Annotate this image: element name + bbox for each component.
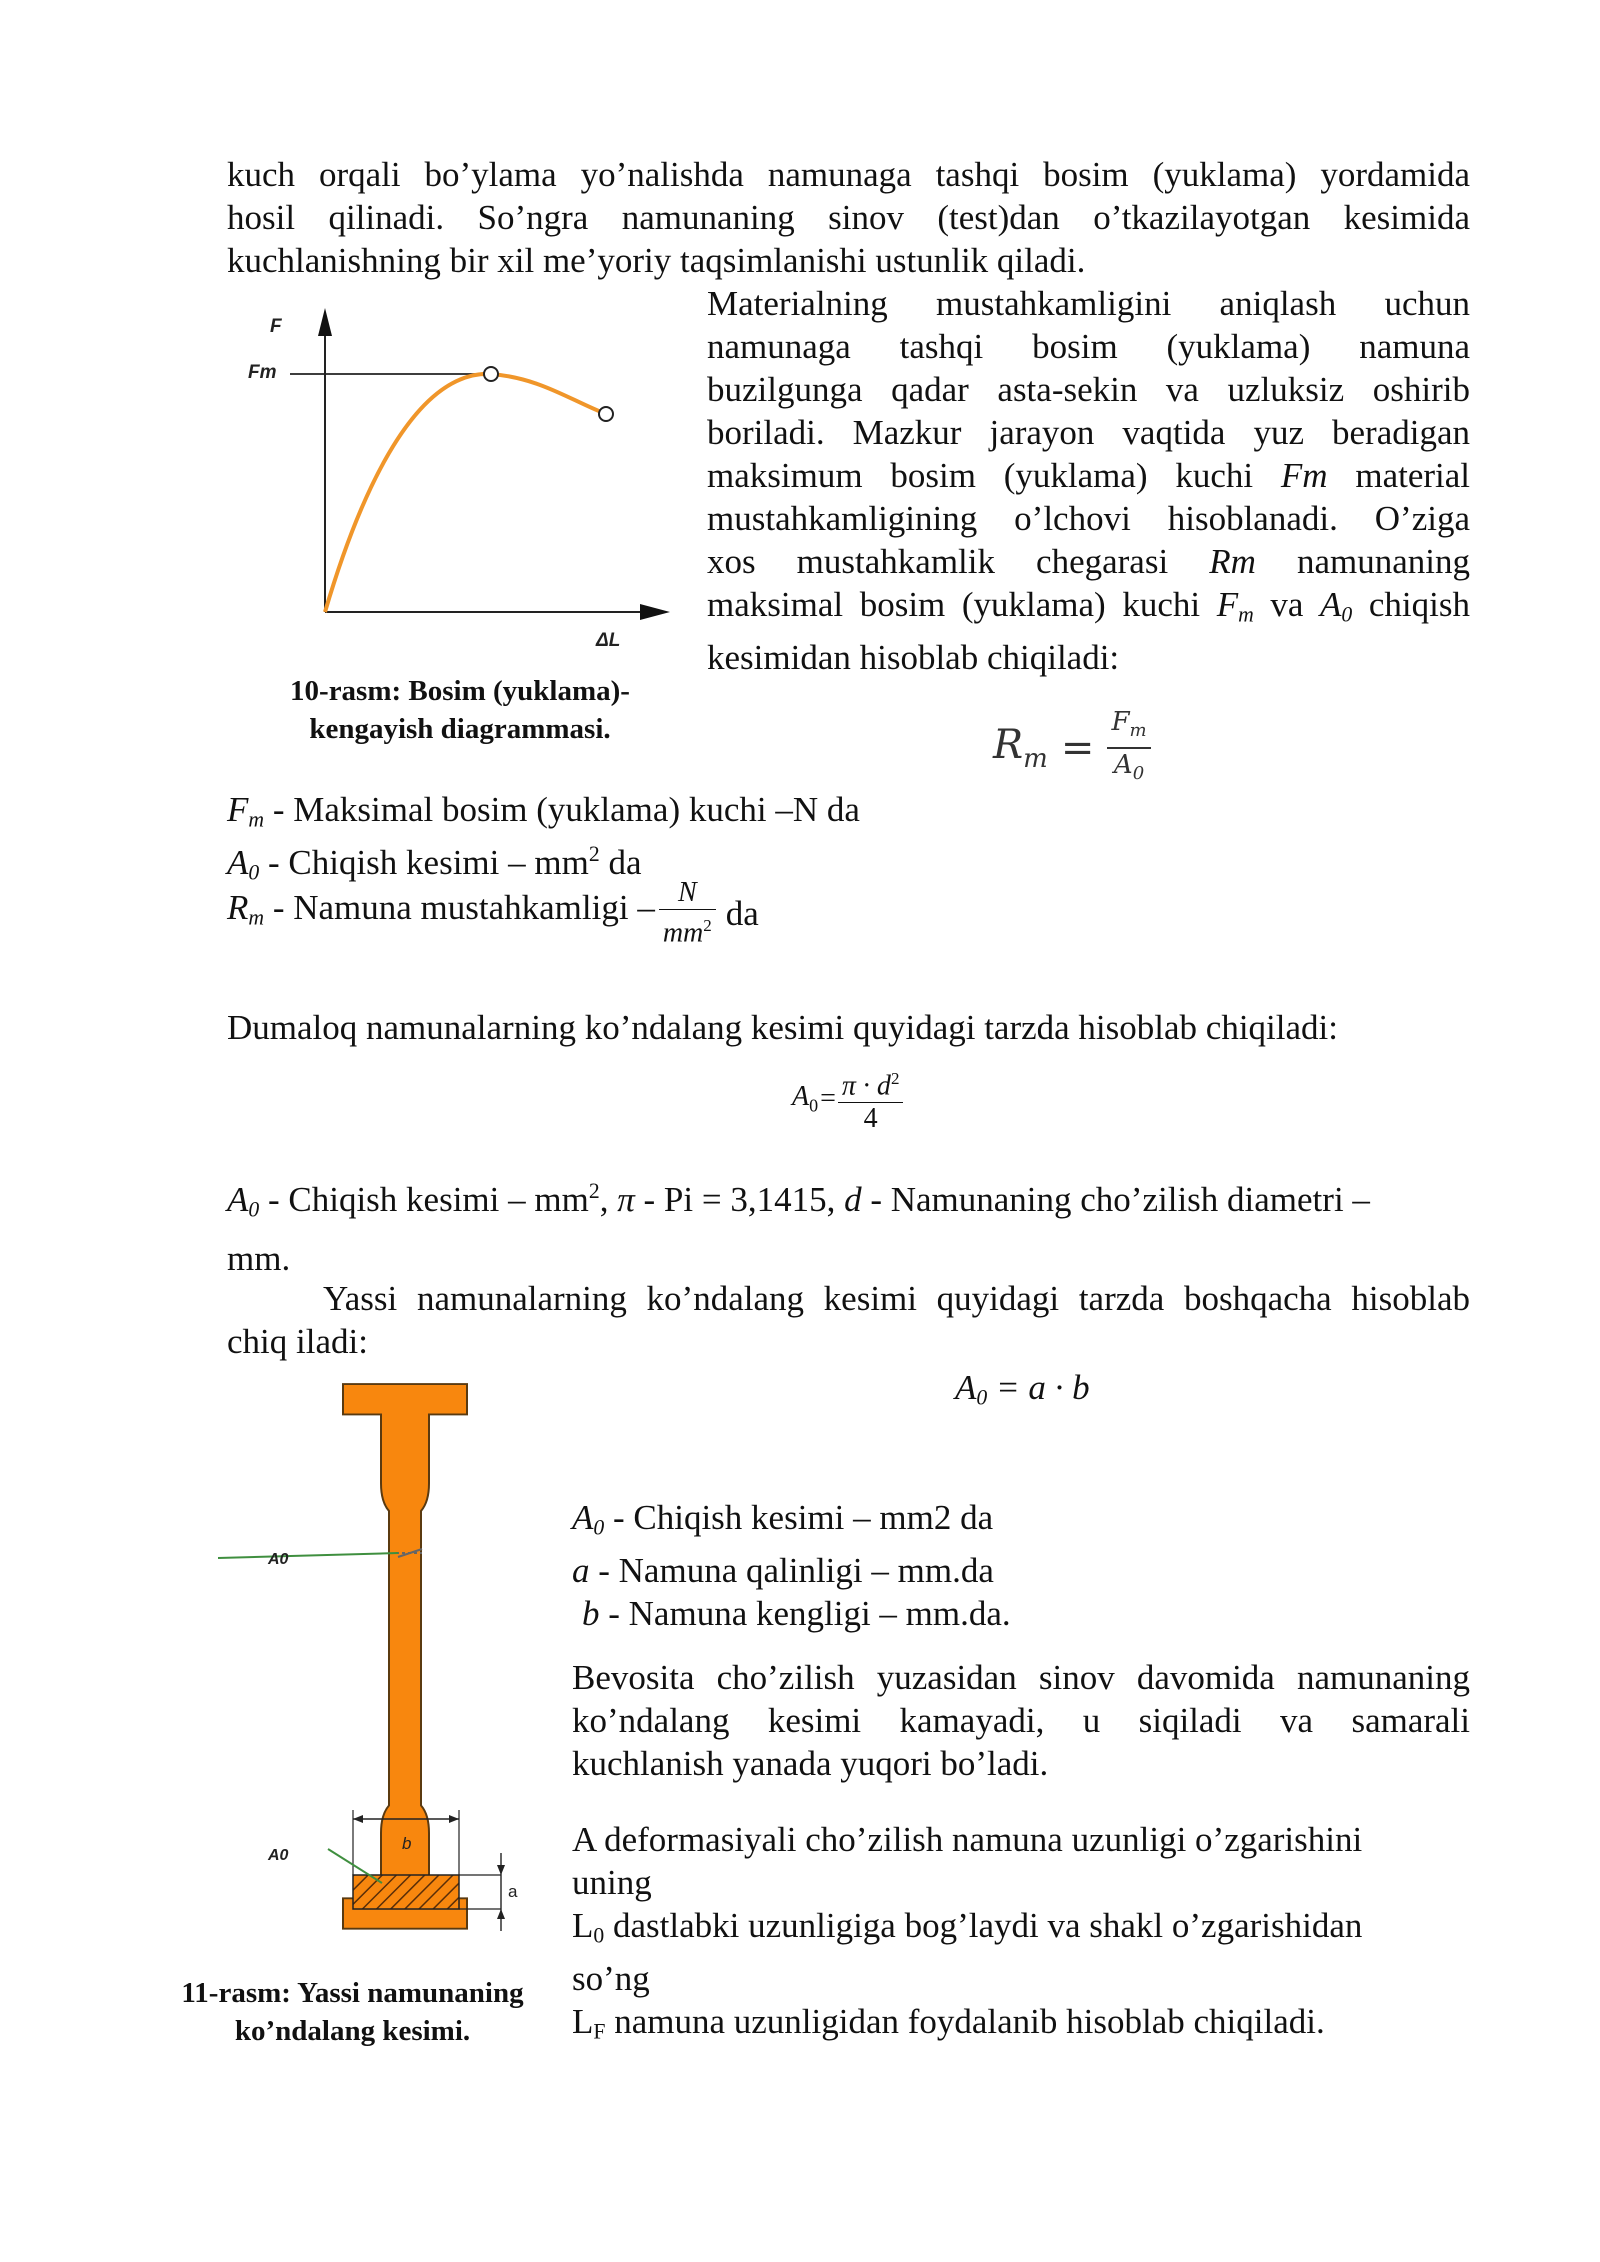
formula-a0: $A_0$ = $\frac{\pi \cdot d^2}{4}$ [792,1063,903,1135]
a0-label-bottom: A0 [268,1847,289,1864]
figure-10-caption: 10-rasm: Bosim (yuklama)- kengayish diagrammasi. [290,675,630,745]
def-a0: $A_0$ - Chiqish kesimi – $mm^2$ da [227,842,642,885]
a0-explanation: $A_0$ - Chiqish kesimi – $mm^2$, π - Pi = 3,1415, d - Namunaning cho’zilish diametri – mm. [227,1178,1370,1279]
figure-10 [240,300,680,660]
intro-line: kuch orqali bo’ylama yo’nalishda namunaga tashqi bosim (yuklama) yordamida [227,155,1470,194]
axis-y-label: F [270,316,282,337]
definitions-2 [572,1496,1272,1635]
force-extension-diagram [240,300,680,660]
flat-specimen-paragraph: Yassi namunalarning ko’ndalang kesimi quyidagi tarzda boshqacha hisoblab chiq iladi: [227,1279,1470,1361]
figure-11 [160,1375,560,1945]
def-a: a - Namuna qalinligi – mm.da [572,1551,994,1591]
axis-x-label: ΔL [596,630,621,651]
fm-label: Fm [248,362,277,383]
def-fm: $F_m$ - Maksimal bosim (yuklama) kuchi –N da [227,790,860,832]
intro-paragraph [227,153,1470,282]
figure-11-caption: 11-rasm: Yassi namunaning ko’ndalang kesimi. [181,1977,524,2047]
formula-ab: $A_0 = a \cdot b$ [955,1368,1090,1410]
def-b: b - Namuna kengligi – mm.da. [582,1594,1011,1634]
intro-line: hosil qilinadi. So’ngra namunaning sinov (test)dan o’tkazilayotgan kesimida [227,198,1470,237]
dim-a-label: a [508,1882,518,1901]
deformation-paragraph: A deformasiyali cho’zilish namuna uzunligi o’zgarishini uning $L_0$ dastlabki uzunligiga bog’laydi va shakl o’zgarishidan so’ng $L_F$ namuna uzunligidan foydalanib hisoblab chiqiladi. [572,1820,1363,2044]
dim-b-label: b [402,1834,412,1853]
a0-label-top: A0 [268,1551,289,1568]
def-a0-2: $A_0$ - Chiqish kesimi – mm2 da [572,1498,994,1540]
round-specimen-paragraph: Dumaloq namunalarning ko’ndalang kesimi quyidagi tarzda hisoblab chiqiladi: [227,1008,1338,1047]
flat-specimen-drawing [160,1375,560,1945]
formula-rm: $R_m$ = $\frac{F_m}{A_0}$ [993,706,1151,790]
strength-paragraph: Materialning mustahkamligini aniqlash uchun namunaga tashqi bosim (yuklama) namuna buzilgunga qadar asta-sekin va uzluksiz oshirib boriladi. Mazkur jarayon vaqtida yuz beradigan maksimum bosim (yuklama) kuchi Fm material mustahkamligining o’lchovi hisoblanadi. O’ziga xos mustahkamlik chegarasi Rm namunaning maksimal bosim (yuklama) kuchi $F_m$ va $A_0$ chiqish kesimidan hisoblab chiqiladi: [707,284,1470,678]
intro-line: kuchlanishning bir xil me’yoriy taqsimlanishi ustunlik qiladi. [227,241,1086,280]
contraction-paragraph: Bevosita cho’zilish yuzasidan sinov davomida namunaning ko’ndalang kesimi kamayadi, u siqiladi va samarali kuchlanish yanada yuqori bo’ladi. [572,1658,1470,1783]
def-rm: $R_m$ - Namuna mustahkamligi – $\frac{N}{mm^2}$ da [227,876,759,949]
